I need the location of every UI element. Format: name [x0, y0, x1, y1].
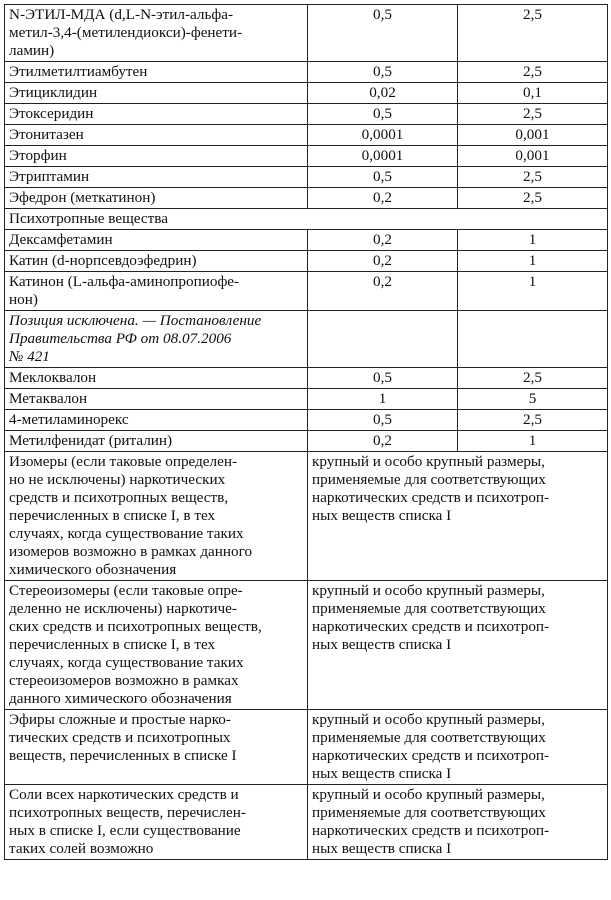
very-large-amount: 2,5 [458, 5, 608, 62]
large-amount: 0,2 [308, 272, 458, 311]
very-large-amount: 2,5 [458, 167, 608, 188]
very-large-amount [458, 311, 608, 368]
large-amount: 0,5 [308, 104, 458, 125]
very-large-amount: 1 [458, 431, 608, 452]
size-note: крупный и особо крупный размеры, применяемые для соответствующих наркотических средств и психотроп- ных веществ списка I [308, 710, 608, 785]
large-amount: 0,2 [308, 188, 458, 209]
substance-group: Эфиры сложные и простые нарко- тических средств и психотропных веществ, перечисленных в списке I [5, 710, 308, 785]
table-row [5, 230, 608, 251]
size-note: крупный и особо крупный размеры, применяемые для соответствующих наркотических средств и психотроп- ных веществ списка I [308, 452, 608, 581]
very-large-amount: 2,5 [458, 62, 608, 83]
excluded-note: Позиция исключена. — Постановление Правительства РФ от 08.07.2006 № 421 [5, 311, 308, 368]
very-large-amount: 2,5 [458, 104, 608, 125]
table-row [5, 410, 608, 431]
very-large-amount: 0,1 [458, 83, 608, 104]
large-amount: 0,0001 [308, 125, 458, 146]
table-row [5, 272, 608, 311]
table-row [5, 188, 608, 209]
substance-name: Этициклидин [5, 83, 308, 104]
very-large-amount: 1 [458, 230, 608, 251]
very-large-amount: 1 [458, 272, 608, 311]
substance-name: Этонитазен [5, 125, 308, 146]
very-large-amount: 5 [458, 389, 608, 410]
very-large-amount: 2,5 [458, 410, 608, 431]
merged-row [5, 581, 608, 710]
substance-name: Этриптамин [5, 167, 308, 188]
very-large-amount: 1 [458, 251, 608, 272]
merged-row [5, 785, 608, 860]
very-large-amount: 0,001 [458, 146, 608, 167]
substance-name: Эфедрон (меткатинон) [5, 188, 308, 209]
size-note: крупный и особо крупный размеры, применяемые для соответствующих наркотических средств и психотроп- ных веществ списка I [308, 581, 608, 710]
section-heading: Психотропные вещества [5, 209, 608, 230]
table-row [5, 5, 608, 62]
table-row [5, 146, 608, 167]
substance-name: 4-метиламинорекс [5, 410, 308, 431]
very-large-amount: 2,5 [458, 188, 608, 209]
large-amount: 0,5 [308, 167, 458, 188]
table-row [5, 62, 608, 83]
section-row [5, 209, 608, 230]
large-amount: 0,2 [308, 251, 458, 272]
substance-name: Эторфин [5, 146, 308, 167]
substance-group: Стереоизомеры (если таковые опре- деленно не исключены) наркотиче- ских средств и психотропных веществ, перечисленных в списке I, в тех случаях, когда существование таких стереоизомеров возможно в рамках данного химического обозначения [5, 581, 308, 710]
large-amount: 0,2 [308, 230, 458, 251]
table-body [5, 5, 608, 860]
table-row [5, 125, 608, 146]
large-amount [308, 311, 458, 368]
excluded-row [5, 311, 608, 368]
merged-row [5, 710, 608, 785]
merged-row [5, 452, 608, 581]
substance-name: N-ЭТИЛ-МДА (d,L-N-этил-альфа- метил-3,4-(метилендиокси)-фенети- ламин) [5, 5, 308, 62]
table-row [5, 167, 608, 188]
substance-table [4, 4, 608, 860]
large-amount: 0,5 [308, 368, 458, 389]
very-large-amount: 0,001 [458, 125, 608, 146]
substance-name: Этилметилтиамбутен [5, 62, 308, 83]
table-row [5, 104, 608, 125]
size-note: крупный и особо крупный размеры, применяемые для соответствующих наркотических средств и психотроп- ных веществ списка I [308, 785, 608, 860]
substance-name: Метаквалон [5, 389, 308, 410]
substance-group: Изомеры (если таковые определен- но не исключены) наркотических средств и психотропных веществ, перечисленных в списке I, в тех случаях, когда существование таких изомеров возможно в рамках данного химического обозначения [5, 452, 308, 581]
large-amount: 0,5 [308, 5, 458, 62]
substance-name: Метилфенидат (риталин) [5, 431, 308, 452]
very-large-amount: 2,5 [458, 368, 608, 389]
substance-name: Дексамфетамин [5, 230, 308, 251]
large-amount: 0,02 [308, 83, 458, 104]
large-amount: 0,2 [308, 431, 458, 452]
table-row [5, 251, 608, 272]
table-row [5, 431, 608, 452]
substance-name: Этоксеридин [5, 104, 308, 125]
substance-name: Катин (d-норпсевдоэфедрин) [5, 251, 308, 272]
substance-name: Катинон (L-альфа-аминопропиофе- нон) [5, 272, 308, 311]
substance-group: Соли всех наркотических средств и психотропных веществ, перечислен- ных в списке I, если существование таких солей возможно [5, 785, 308, 860]
large-amount: 0,0001 [308, 146, 458, 167]
large-amount: 0,5 [308, 62, 458, 83]
large-amount: 0,5 [308, 410, 458, 431]
table-row [5, 83, 608, 104]
table-row [5, 368, 608, 389]
substance-name: Меклоквалон [5, 368, 308, 389]
large-amount: 1 [308, 389, 458, 410]
table-row [5, 389, 608, 410]
